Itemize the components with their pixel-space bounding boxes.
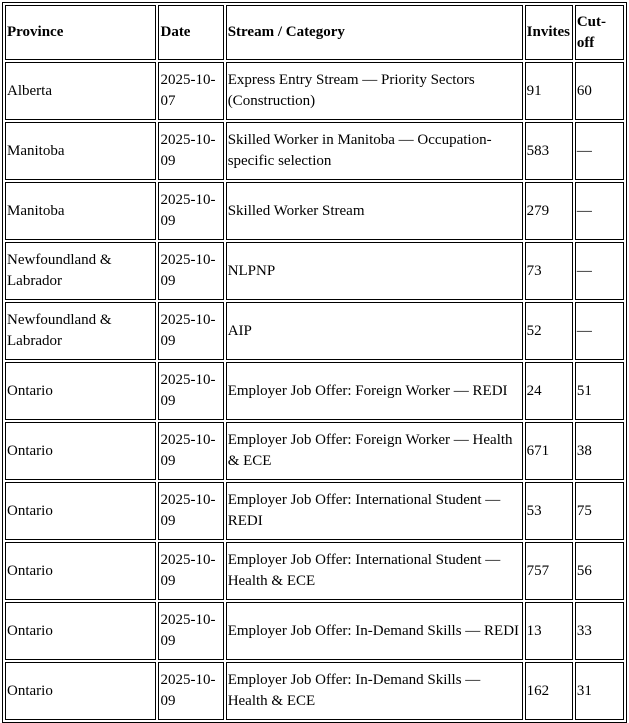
cell-province: Ontario bbox=[5, 422, 156, 480]
header-cutoff: Cut-off bbox=[575, 5, 624, 60]
cell-date: 2025-10-09 bbox=[158, 422, 223, 480]
cell-province: Newfoundland & Labrador bbox=[5, 242, 156, 300]
cell-province: Manitoba bbox=[5, 122, 156, 180]
cell-province: Ontario bbox=[5, 662, 156, 720]
cell-date: 2025-10-09 bbox=[158, 242, 223, 300]
cell-province: Ontario bbox=[5, 362, 156, 420]
cell-cutoff: 75 bbox=[575, 482, 624, 540]
cell-invites: 53 bbox=[525, 482, 573, 540]
table-row bbox=[5, 362, 624, 420]
cell-date: 2025-10-09 bbox=[158, 182, 223, 240]
cell-cutoff: 51 bbox=[575, 362, 624, 420]
draws-table bbox=[2, 2, 627, 723]
cell-stream: Employer Job Offer: International Student — REDI bbox=[226, 482, 523, 540]
cell-date: 2025-10-07 bbox=[158, 62, 223, 120]
cell-invites: 671 bbox=[525, 422, 573, 480]
table-row bbox=[5, 602, 624, 660]
header-date: Date bbox=[158, 5, 223, 60]
table-row bbox=[5, 242, 624, 300]
cell-cutoff: 56 bbox=[575, 542, 624, 600]
cell-stream: Employer Job Offer: In-Demand Skills — REDI bbox=[226, 602, 523, 660]
cell-stream: NLPNP bbox=[226, 242, 523, 300]
cell-invites: 279 bbox=[525, 182, 573, 240]
cell-cutoff: — bbox=[575, 182, 624, 240]
cell-stream: Employer Job Offer: In-Demand Skills — Health & ECE bbox=[226, 662, 523, 720]
cell-stream: Employer Job Offer: Foreign Worker — REDI bbox=[226, 362, 523, 420]
cell-cutoff: — bbox=[575, 242, 624, 300]
cell-cutoff: — bbox=[575, 302, 624, 360]
header-invites: Invites bbox=[525, 5, 573, 60]
cell-stream: Employer Job Offer: Foreign Worker — Health & ECE bbox=[226, 422, 523, 480]
cell-invites: 52 bbox=[525, 302, 573, 360]
cell-date: 2025-10-09 bbox=[158, 482, 223, 540]
cell-stream: AIP bbox=[226, 302, 523, 360]
table-row bbox=[5, 302, 624, 360]
cell-cutoff: 60 bbox=[575, 62, 624, 120]
cell-date: 2025-10-09 bbox=[158, 362, 223, 420]
cell-cutoff: 33 bbox=[575, 602, 624, 660]
cell-province: Ontario bbox=[5, 542, 156, 600]
cell-invites: 757 bbox=[525, 542, 573, 600]
cell-province: Ontario bbox=[5, 482, 156, 540]
header-stream: Stream / Category bbox=[226, 5, 523, 60]
table-row bbox=[5, 482, 624, 540]
cell-invites: 24 bbox=[525, 362, 573, 420]
cell-invites: 73 bbox=[525, 242, 573, 300]
header-row bbox=[5, 5, 624, 60]
cell-date: 2025-10-09 bbox=[158, 122, 223, 180]
cell-invites: 583 bbox=[525, 122, 573, 180]
table-row bbox=[5, 542, 624, 600]
cell-stream: Skilled Worker Stream bbox=[226, 182, 523, 240]
table-row bbox=[5, 422, 624, 480]
cell-invites: 91 bbox=[525, 62, 573, 120]
cell-province: Ontario bbox=[5, 602, 156, 660]
header-province: Province bbox=[5, 5, 156, 60]
cell-province: Alberta bbox=[5, 62, 156, 120]
cell-cutoff: 38 bbox=[575, 422, 624, 480]
cell-cutoff: — bbox=[575, 122, 624, 180]
cell-invites: 13 bbox=[525, 602, 573, 660]
cell-date: 2025-10-09 bbox=[158, 542, 223, 600]
cell-stream: Skilled Worker in Manitoba — Occupation-specific selection bbox=[226, 122, 523, 180]
cell-stream: Employer Job Offer: International Student — Health & ECE bbox=[226, 542, 523, 600]
table-row bbox=[5, 122, 624, 180]
table-row bbox=[5, 662, 624, 720]
cell-province: Newfoundland & Labrador bbox=[5, 302, 156, 360]
table-row bbox=[5, 62, 624, 120]
cell-date: 2025-10-09 bbox=[158, 602, 223, 660]
cell-date: 2025-10-09 bbox=[158, 302, 223, 360]
cell-cutoff: 31 bbox=[575, 662, 624, 720]
cell-invites: 162 bbox=[525, 662, 573, 720]
cell-stream: Express Entry Stream — Priority Sectors (Construction) bbox=[226, 62, 523, 120]
cell-date: 2025-10-09 bbox=[158, 662, 223, 720]
table-row bbox=[5, 182, 624, 240]
cell-province: Manitoba bbox=[5, 182, 156, 240]
